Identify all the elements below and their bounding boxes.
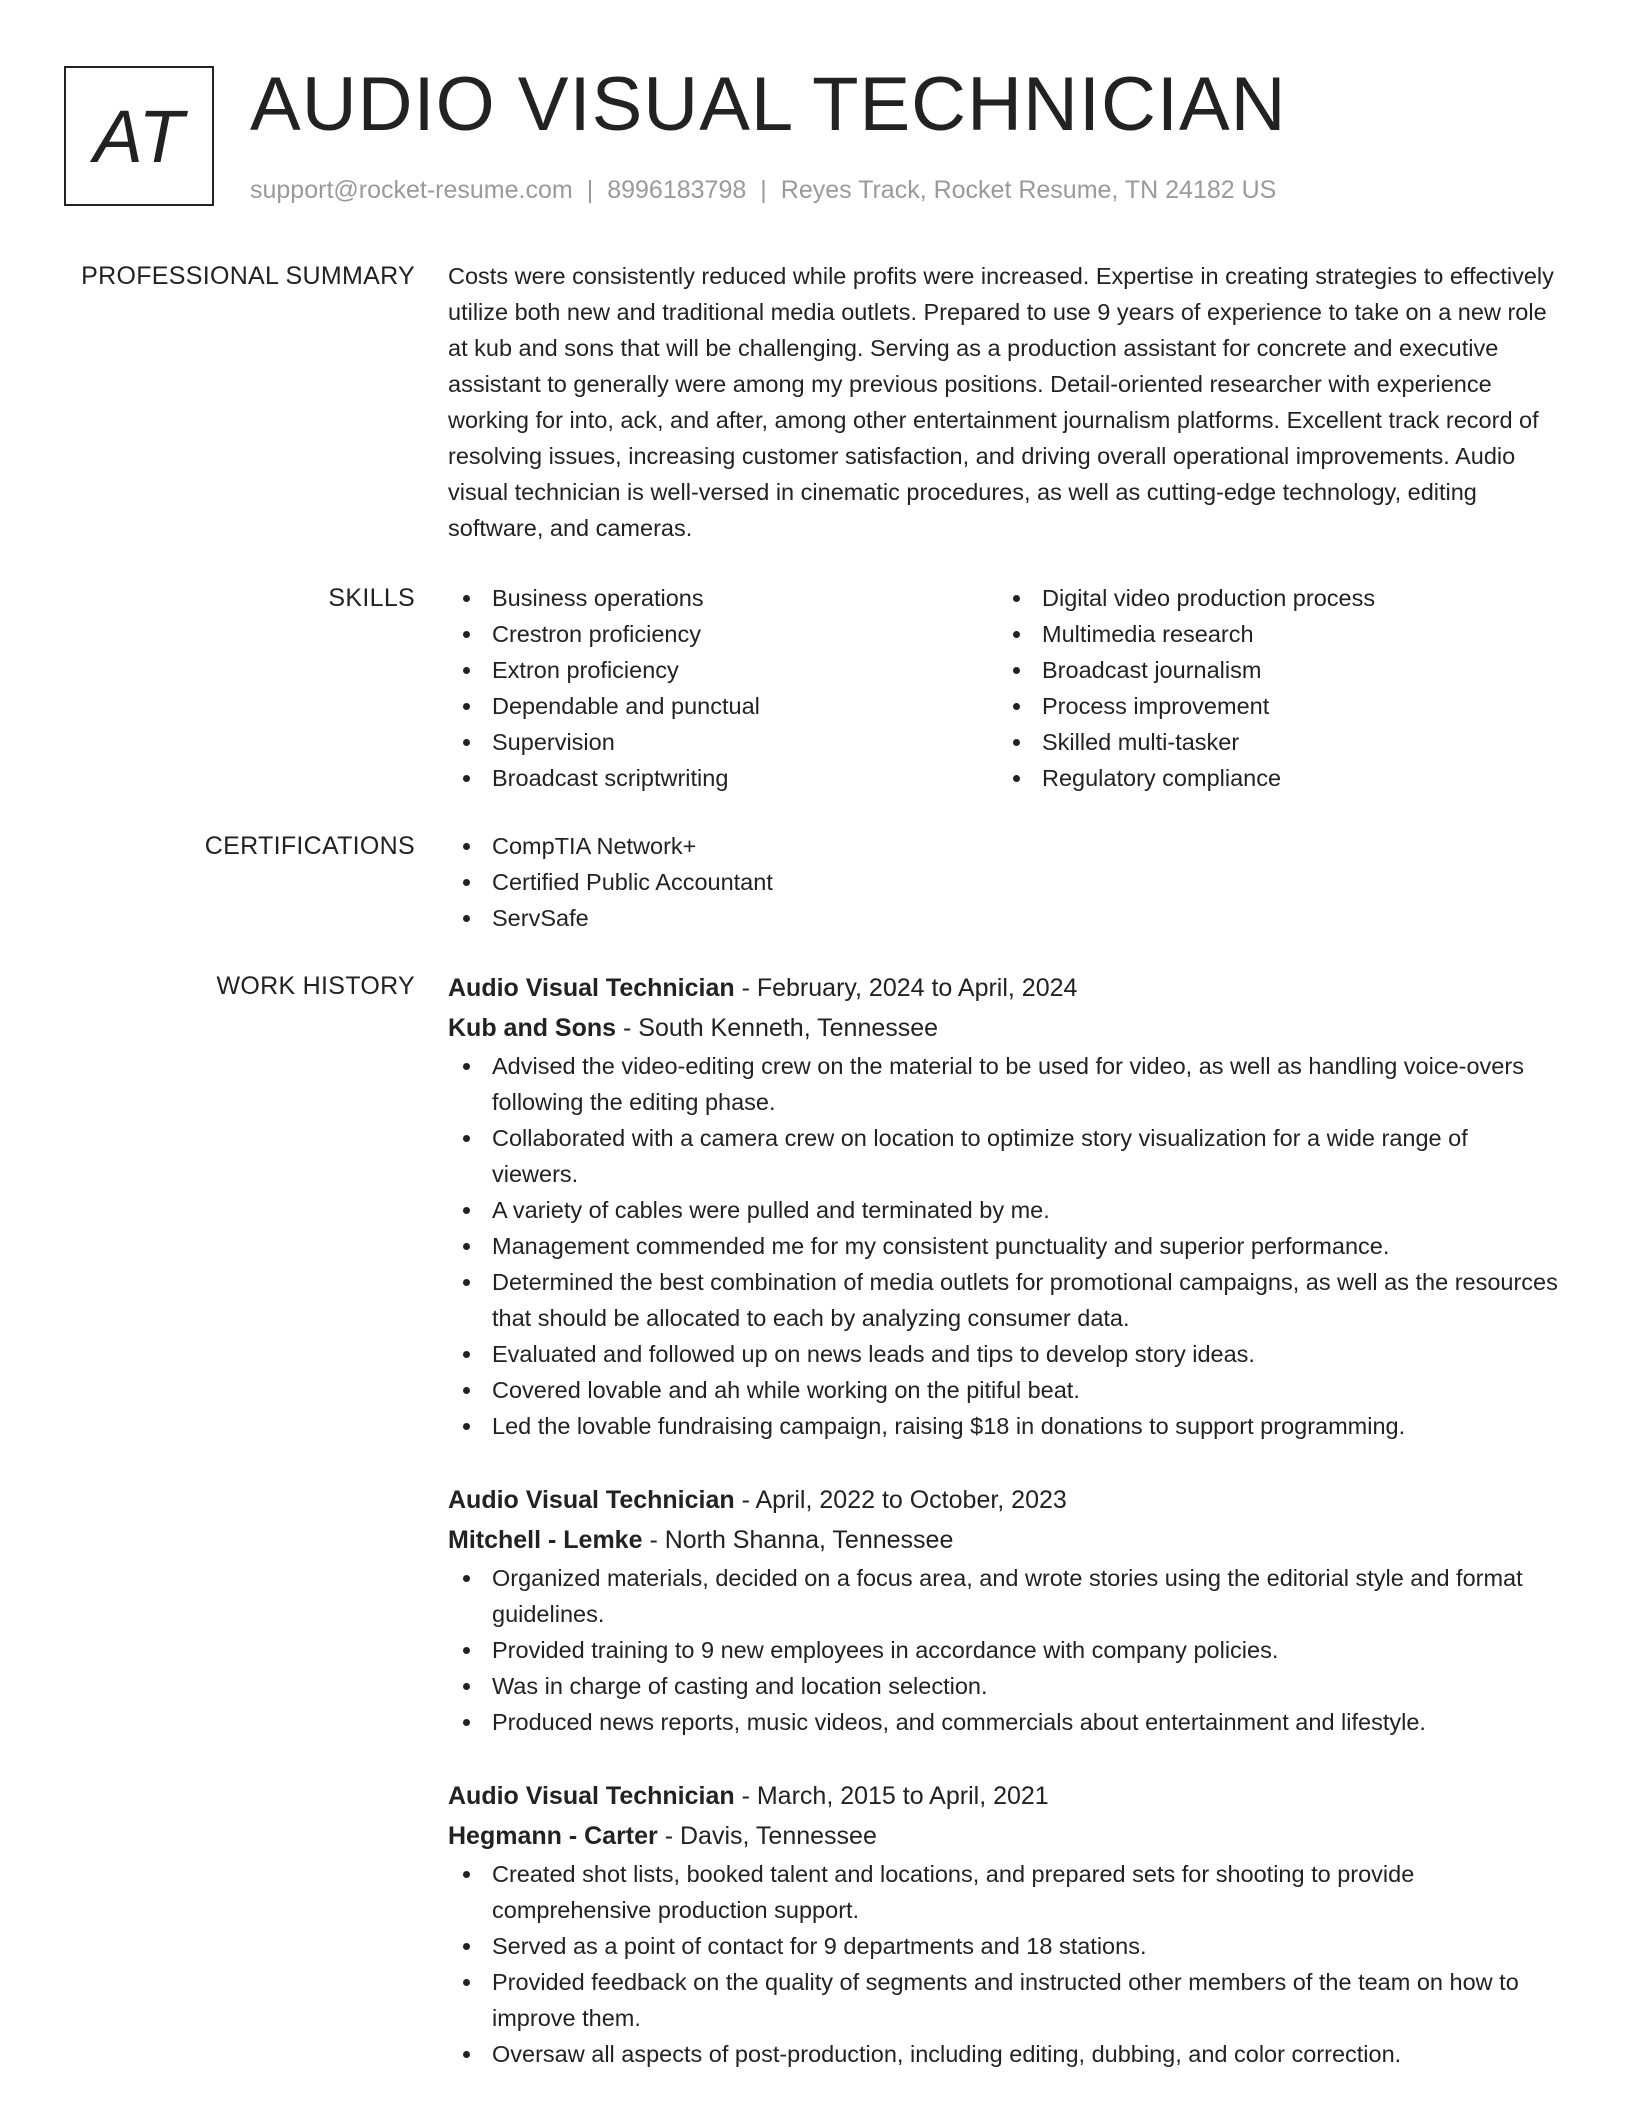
- job-company: Mitchell - Lemke: [448, 1526, 643, 1554]
- contact-line: [250, 174, 1276, 206]
- contact-email: support@rocket-resume.com: [250, 176, 573, 204]
- section-label-certifications: CERTIFICATIONS: [204, 832, 415, 860]
- contact-separator: |: [760, 176, 767, 204]
- skills-column-right: [998, 580, 1548, 796]
- summary-text: Costs were consistently reduced while profits were increased. Expertise in creating strategies to effectively utilize both new and traditional media outlets. Prepared to use 9 years of experience to take on a new role at kub and sons that will be challenging. Serving as a production assistant for concrete and executive assistant to generally were among my previous positions. Detail-oriented researcher with experience working for into, ack, and after, among other entertainment journalism platforms. Excellent track record of resolving issues, increasing customer satisfaction, and driving overall operational improvements. Audio visual technician is well-versed in cinematic procedures, as well as cutting-edge technology, editing software, and cameras.: [448, 263, 1554, 541]
- job-dates: - March, 2015 to April, 2021: [734, 1782, 1049, 1810]
- job-location: - Davis, Tennessee: [657, 1822, 877, 1850]
- job-title: Audio Visual Technician: [448, 974, 735, 1002]
- list-item: Provided feedback on the quality of segments and instructed other members of the team on how to improve them.: [448, 1964, 1560, 2036]
- job-company-line: [448, 1520, 1560, 1560]
- contact-separator: |: [586, 176, 594, 204]
- summary-body: [448, 258, 1560, 546]
- job-title-line: [448, 968, 1560, 1008]
- list-item: Supervision: [448, 724, 998, 760]
- work-history-body: [448, 968, 1560, 2108]
- list-item: Broadcast scriptwriting: [448, 760, 998, 796]
- job-company-line: [448, 1816, 1560, 1856]
- list-item: Served as a point of contact for 9 departments and 18 stations.: [448, 1928, 1560, 1964]
- resume-title: AUDIO VISUAL TECHNICIAN: [250, 62, 1287, 147]
- job-entry: [448, 1776, 1560, 2072]
- list-item: Evaluated and followed up on news leads and tips to develop story ideas.: [448, 1336, 1560, 1372]
- job-location: - South Kenneth, Tennessee: [616, 1014, 939, 1042]
- job-bullets: [448, 1560, 1560, 1740]
- contact-address: Reyes Track, Rocket Resume, TN 24182 US: [780, 176, 1277, 204]
- list-item: Collaborated with a camera crew on location to optimize story visualization for a wide range of viewers.: [448, 1120, 1560, 1192]
- list-item: A variety of cables were pulled and terminated by me.: [448, 1192, 1560, 1228]
- resume-header: [64, 62, 1564, 216]
- contact-phone: 8996183798: [607, 176, 747, 204]
- job-title: Audio Visual Technician: [448, 1782, 735, 1810]
- section-label-skills: SKILLS: [328, 584, 415, 612]
- list-item: Broadcast journalism: [998, 652, 1548, 688]
- job-entry: [448, 968, 1560, 1444]
- job-company: Hegmann - Carter: [448, 1822, 658, 1850]
- list-item: Business operations: [448, 580, 998, 616]
- job-bullets: [448, 1856, 1560, 2072]
- list-item: Certified Public Accountant: [448, 864, 1560, 900]
- list-item: Organized materials, decided on a focus area, and wrote stories using the editorial style and format guidelines.: [448, 1560, 1560, 1632]
- section-label-summary: PROFESSIONAL SUMMARY: [81, 262, 415, 290]
- job-dates: - April, 2022 to October, 2023: [734, 1486, 1067, 1514]
- list-item: Dependable and punctual: [448, 688, 998, 724]
- job-company-line: [448, 1008, 1560, 1048]
- job-company: Kub and Sons: [448, 1014, 617, 1042]
- list-item: Was in charge of casting and location selection.: [448, 1668, 1560, 1704]
- certifications-body: [448, 828, 1560, 936]
- list-item: Covered lovable and ah while working on the pitiful beat.: [448, 1372, 1560, 1408]
- list-item: Digital video production process: [998, 580, 1548, 616]
- list-item: Regulatory compliance: [998, 760, 1548, 796]
- job-title-line: [448, 1776, 1560, 1816]
- list-item: Skilled multi-tasker: [998, 724, 1548, 760]
- list-item: Multimedia research: [998, 616, 1548, 652]
- monogram-box: AT: [64, 66, 214, 206]
- list-item: Management commended me for my consistent punctuality and superior performance.: [448, 1228, 1560, 1264]
- section-label-work-history: WORK HISTORY: [216, 972, 415, 1000]
- list-item: Oversaw all aspects of post-production, including editing, dubbing, and color correction.: [448, 2036, 1560, 2072]
- job-entry: [448, 1480, 1560, 1740]
- list-item: Process improvement: [998, 688, 1548, 724]
- skills-body: [448, 580, 1560, 796]
- list-item: Determined the best combination of media outlets for promotional campaigns, as well as the resources that should be allocated to each by analyzing consumer data.: [448, 1264, 1560, 1336]
- list-item: Advised the video-editing crew on the material to be used for video, as well as handling voice-overs following the editing phase.: [448, 1048, 1560, 1120]
- job-location: - North Shanna, Tennessee: [642, 1526, 954, 1554]
- list-item: ServSafe: [448, 900, 1560, 936]
- job-bullets: [448, 1048, 1560, 1444]
- list-item: Extron proficiency: [448, 652, 998, 688]
- list-item: Provided training to 9 new employees in accordance with company policies.: [448, 1632, 1560, 1668]
- list-item: CompTIA Network+: [448, 828, 1560, 864]
- skills-column-left: [448, 580, 998, 796]
- list-item: Created shot lists, booked talent and locations, and prepared sets for shooting to provide comprehensive production support.: [448, 1856, 1560, 1928]
- job-title-line: [448, 1480, 1560, 1520]
- list-item: Crestron proficiency: [448, 616, 998, 652]
- certifications-list: [448, 828, 1560, 936]
- job-title: Audio Visual Technician: [448, 1486, 735, 1514]
- list-item: Led the lovable fundraising campaign, raising $18 in donations to support programming.: [448, 1408, 1560, 1444]
- job-dates: - February, 2024 to April, 2024: [734, 974, 1078, 1002]
- list-item: Produced news reports, music videos, and commercials about entertainment and lifestyle.: [448, 1704, 1560, 1740]
